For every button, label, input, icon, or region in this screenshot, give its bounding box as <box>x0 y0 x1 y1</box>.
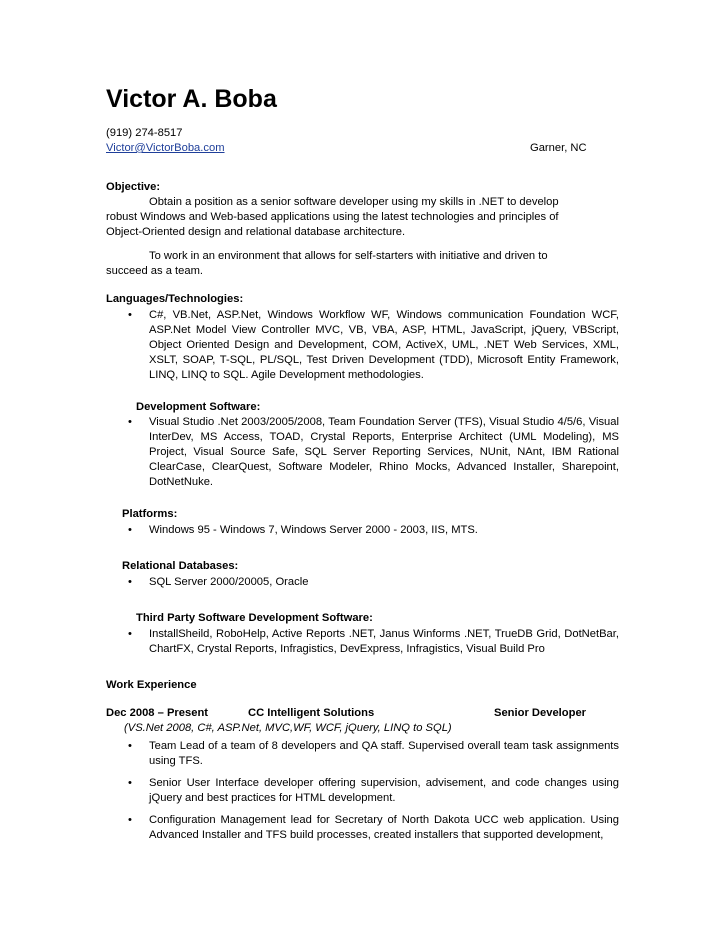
languages-list <box>106 308 619 383</box>
list-item-text: InstallSheild, RoboHelp, Active Reports .NET, Janus Winforms .NET, TrueDB Grid, DotNetBar, ChartFX, Crystal Reports, Infragistics, DevExpress, Infragistics, Visual Build Pro <box>149 628 619 655</box>
list-item <box>106 308 619 383</box>
list-item <box>106 415 619 490</box>
list-item <box>106 575 619 590</box>
platforms-heading: Platforms: <box>122 508 178 520</box>
platforms-list <box>106 523 619 538</box>
list-item <box>106 627 619 657</box>
list-item-text: SQL Server 2000/20005, Oracle <box>149 576 309 588</box>
bullet-icon: • <box>128 524 132 536</box>
objective-line-1: Obtain a position as a senior software developer using my skills in .NET to develop <box>149 196 559 208</box>
work-experience-heading: Work Experience <box>106 679 197 691</box>
objective-paragraph-1 <box>106 195 592 240</box>
job-bullets <box>106 739 619 843</box>
languages-heading: Languages/Technologies: <box>106 293 244 305</box>
location: Garner, NC <box>530 142 587 154</box>
list-item-text: Configuration Management lead for Secretary of North Dakota UCC web application. Using Advanced Installer and TFS build processes, created installers that supported development, <box>149 814 619 841</box>
third-party-list <box>106 627 619 657</box>
email-link[interactable]: Victor@VictorBoba.com <box>106 142 225 154</box>
databases-heading: Relational Databases: <box>122 560 239 572</box>
databases-list <box>106 575 619 590</box>
devsoft-heading: Development Software: <box>136 401 261 413</box>
objective-paragraph-2 <box>106 249 592 279</box>
bullet-icon: • <box>128 814 132 826</box>
list-item-text: C#, VB.Net, ASP.Net, Windows Workflow WF, Windows communication Foundation WCF, ASP.Net Model View Controller MVC, VB, VBA, ASP, HTML, JavaScript, jQuery, VBScript, Object Oriented Design and Development, COM, ActiveX, UML, .NET Web Services, XML, XSLT, SOAP, T-SQL, PL/SQL, Test Driven Development (TDD), Microsoft Entity Framework, LINQ, LINQ to SQL. Agile Development methodologies. <box>149 309 619 381</box>
job-title: Senior Developer <box>494 707 587 719</box>
job-technologies: (VS.Net 2008, C#, ASP.Net, MVC,WF, WCF, jQuery, LINQ to SQL) <box>124 722 452 734</box>
objective-line-rest: robust Windows and Web-based applications using the latest technologies and principles of Object-Oriented design and relational database architecture. <box>106 211 559 238</box>
job-company: CC Intelligent Solutions <box>248 707 375 719</box>
bullet-icon: • <box>128 740 132 752</box>
bullet-icon: • <box>128 628 132 640</box>
list-item-text: Visual Studio .Net 2003/2005/2008, Team Foundation Server (TFS), Visual Studio 4/5/6, Visual InterDev, MS Access, TOAD, Crystal Reports, Enterprise Architect (UML Modeling), MS Project, Visual Source Safe, SQL Server Reporting Services, NUnit, NAnt, IBM Rational ClearCase, ClearQuest, Software Modeler, Rhino Mocks, Advanced Installer, Sharepoint, DotNetNuke. <box>149 416 619 488</box>
candidate-name: Victor A. Boba <box>106 85 277 113</box>
bullet-icon: • <box>128 416 132 428</box>
list-item <box>106 739 619 769</box>
devsoft-list <box>106 415 619 490</box>
list-item <box>106 813 619 843</box>
phone-number: (919) 274-8517 <box>106 127 183 139</box>
list-item-text: Windows 95 - Windows 7, Windows Server 2000 - 2003, IIS, MTS. <box>149 524 478 536</box>
bullet-icon: • <box>128 777 132 789</box>
list-item <box>106 776 619 806</box>
job-dates: Dec 2008 – Present <box>106 707 208 719</box>
objective-heading: Objective: <box>106 181 161 193</box>
objective-line-2-rest: succeed as a team. <box>106 265 204 277</box>
list-item-text: Team Lead of a team of 8 developers and QA staff. Supervised overall team task assignments using TFS. <box>149 740 619 767</box>
list-item <box>106 523 619 538</box>
third-party-heading: Third Party Software Development Software: <box>136 612 373 624</box>
bullet-icon: • <box>128 576 132 588</box>
list-item-text: Senior User Interface developer offering supervision, advisement, and code changes using jQuery and best practices for HTML development. <box>149 777 619 804</box>
objective-line-2: To work in an environment that allows for self-starters with initiative and driven to <box>149 250 548 262</box>
bullet-icon: • <box>128 309 132 321</box>
